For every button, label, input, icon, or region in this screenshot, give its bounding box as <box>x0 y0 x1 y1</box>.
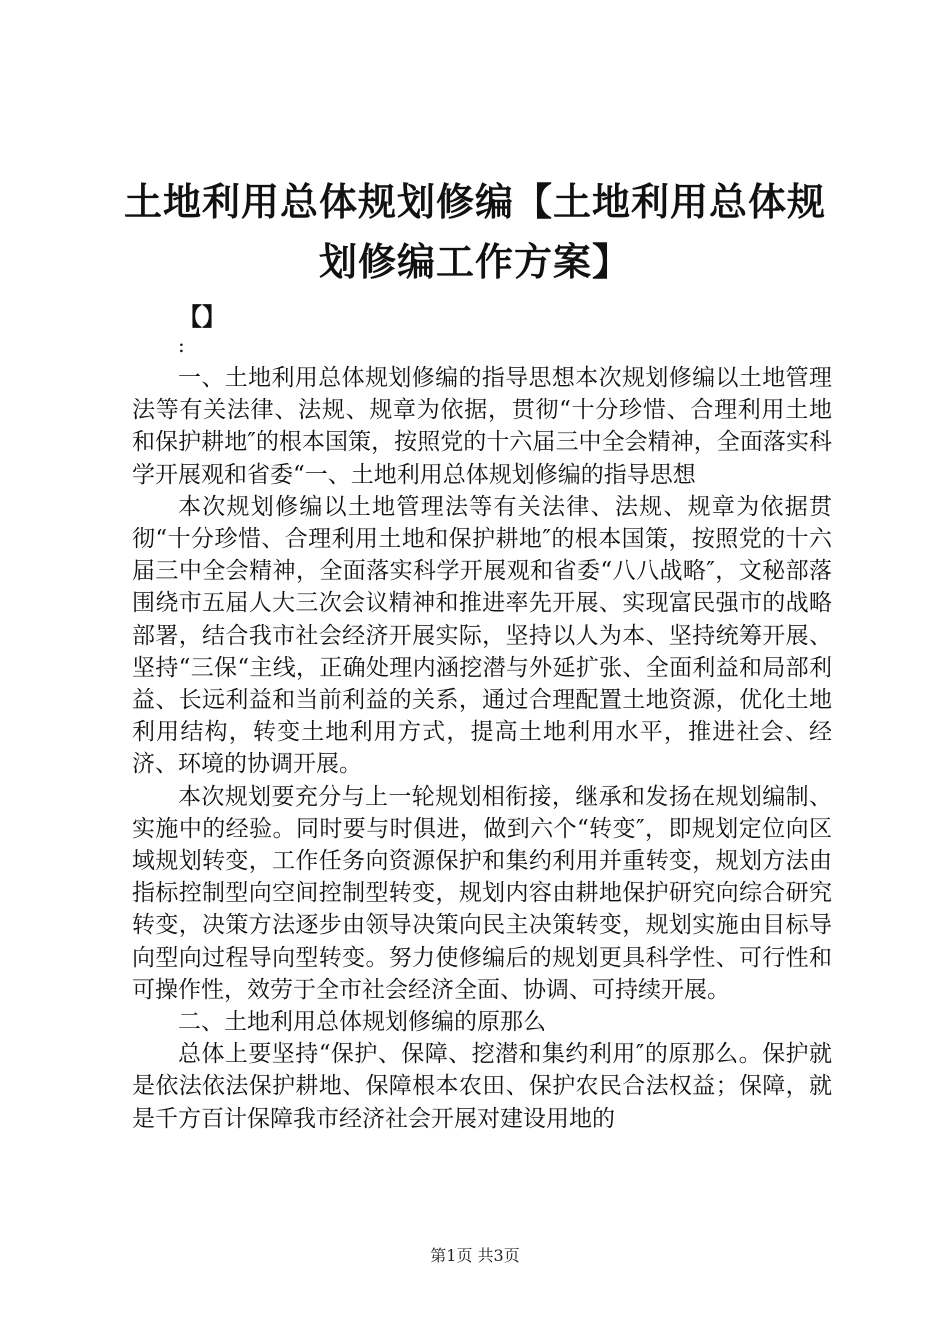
bracket-marker: 【】 <box>178 302 226 331</box>
paragraph-principles: 总体上要坚持“保护、保障、挖潜和集约利用″的原那么。保护就是依法依法保护耕地、保障根本农田、保护农民合法权益；保障，就是千方百计保障我市经济社会开展对建设用地的 <box>132 1041 832 1132</box>
document-title: 土地利用总体规划修编【土地利用总体规划修编工作方案】 <box>123 179 826 284</box>
document-body <box>132 362 832 1135</box>
page-number-footer: 第1页 共3页 <box>430 1246 520 1265</box>
paragraph-basis: 本次规划修编以土地管理法等有关法律、法规、规章为依据贯彻“十分珍惜、合理利用土地和保护耕地″的根本国策，按照党的十六届三中全会精神，全面落实科学开展观和省委“八八战略″，文秘部落围绕市五届人大三次会议精神和推进率先开展、实现富民强市的战略部署，结合我市社会经济开展实际，坚持以人为本、坚持统筹开展、坚持“三保“主线，正确处理内涵挖潜与外延扩张、全面利益和局部利益、长远利益和当前利益的关系，通过合理配置土地资源，优化土地利用结构，转变土地利用方式，提高土地利用水平，推进社会、经济、环境的协调开展。 <box>132 493 832 778</box>
colon-marker: : <box>178 333 185 357</box>
section-heading-principles: 二、土地利用总体规划修编的原那么 <box>178 1009 546 1036</box>
paragraph-guiding-ideology: 一、土地利用总体规划修编的指导思想本次规划修编以土地管理法等有关法律、法规、规章为依据，贯彻“十分珍惜、合理利用土地和保护耕地″的根本国策，按照党的十六届三中全会精神，全面落实科学开展观和省委“一、土地利用总体规划修编的指导思想 <box>132 365 832 488</box>
paragraph-six-changes: 本次规划要充分与上一轮规划相衔接，继承和发扬在规划编制、实施中的经验。同时要与时俱进，做到六个“转变″，即规划定位向区域规划转变，工作任务向资源保护和集约利用并重转变，规划方法由指标控制型向空间控制型转变，规划内容由耕地保护研究向综合研究转变，决策方法逐步由领导决策向民主决策转变，规划实施由目标导向型向过程导向型转变。努力使修编后的规划更具科学性、可行性和可操作性，效劳于全市社会经济全面、协调、可持续开展。 <box>132 783 832 1003</box>
